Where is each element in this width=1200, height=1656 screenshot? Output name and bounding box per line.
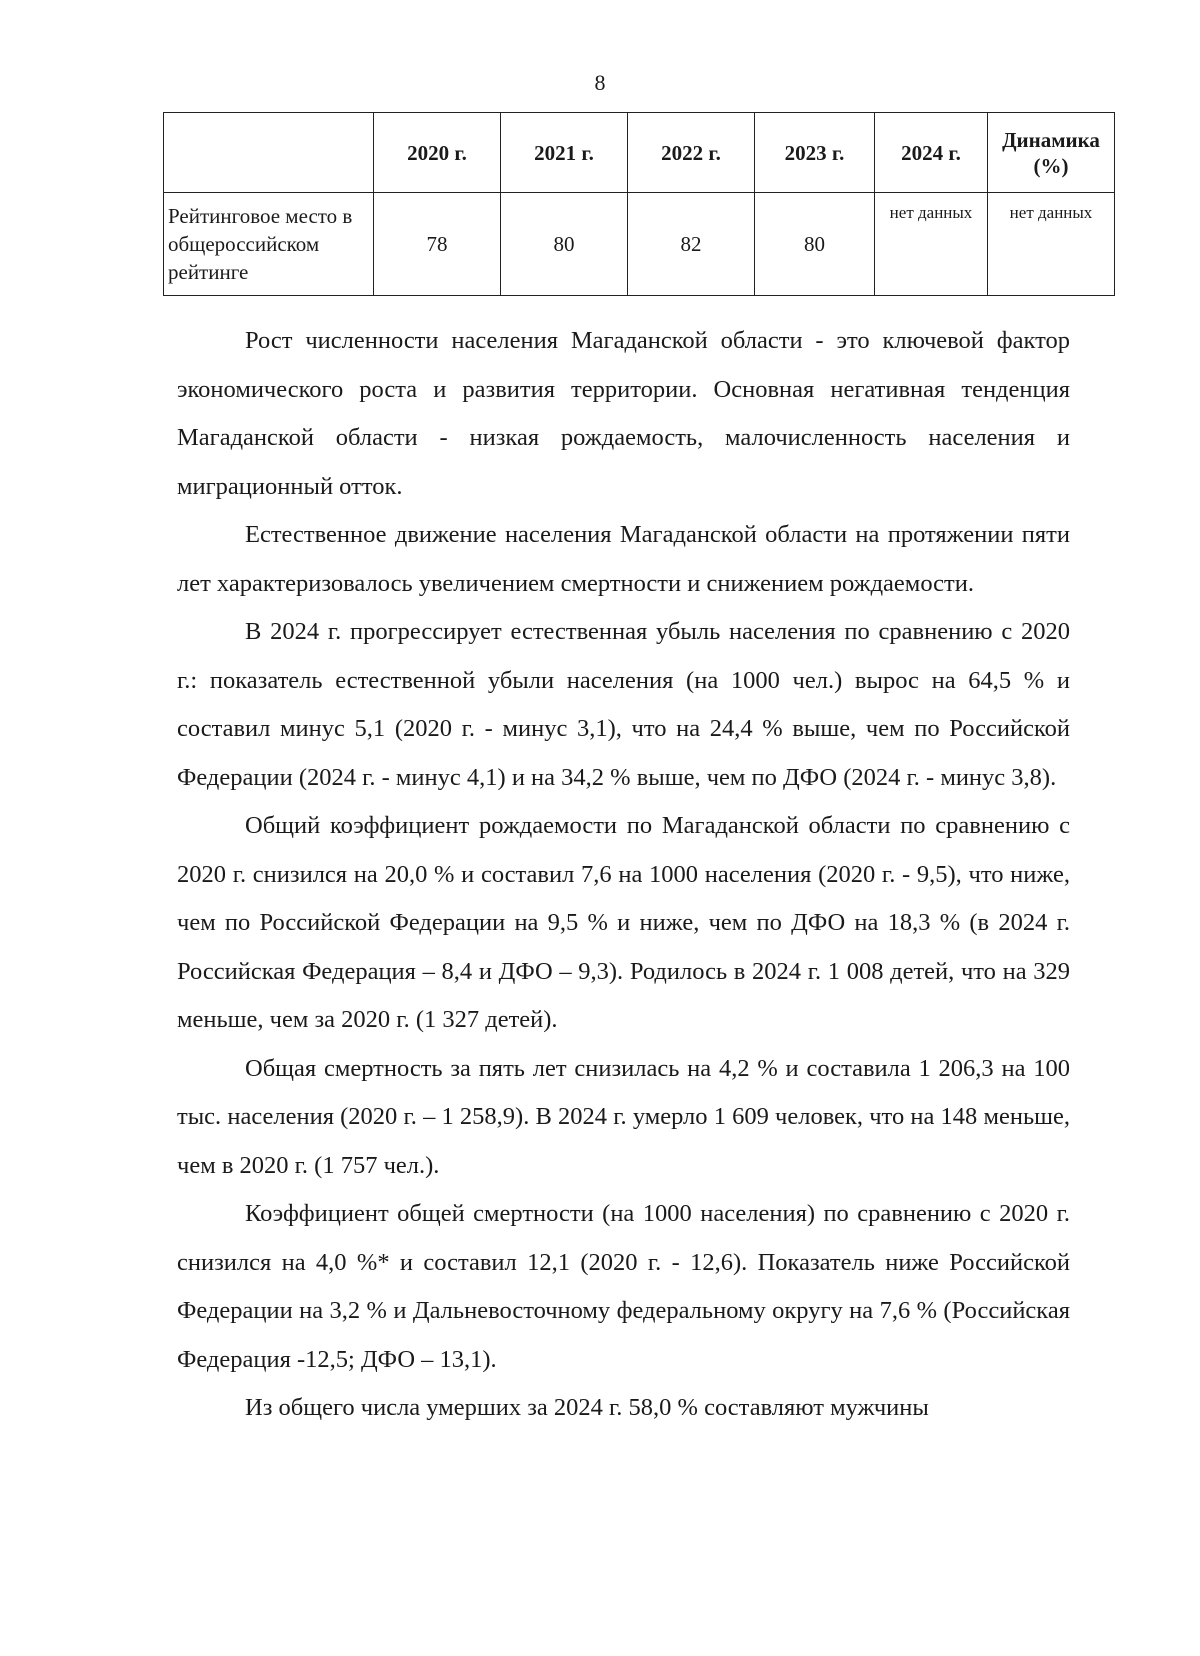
header-cell-2021: 2021 г. bbox=[501, 113, 628, 193]
header-cell-dynamics: Динамика (%) bbox=[988, 113, 1115, 193]
paragraph-birth-rate: Общий коэффициент рождаемости по Магаданской области по сравнению с 2020 г. снизился на 20,0 % и составил 7,6 на 1000 населения (2020 г. - 9,5), что ниже, чем по Российской Федерации на 9,5 % и ниже, чем по ДФО на 18,3 % (в 2024 г. Российская Федерация – 8,4 и ДФО – 9,3). Родилось в 2024 г. 1 008 детей, что на 329 меньше, чем за 2020 г. (1 327 детей). bbox=[177, 812, 1070, 1033]
header-cell-2020: 2020 г. bbox=[374, 113, 501, 193]
row-label: Рейтинговое место в общероссийском рейтинге bbox=[164, 193, 374, 296]
paragraph-mortality: Общая смертность за пять лет снизилась на 4,2 % и составила 1 206,3 на 100 тыс. населения (2020 г. – 1 258,9). В 2024 г. умерло 1 609 человек, что на 148 меньше, чем в 2020 г. (1 757 чел.). bbox=[177, 1054, 1070, 1179]
header-cell-2024: 2024 г. bbox=[875, 113, 988, 193]
table-row bbox=[164, 193, 1115, 296]
rating-table bbox=[163, 112, 1115, 296]
cell-2021: 80 bbox=[501, 193, 628, 296]
page-number: 8 bbox=[594, 70, 606, 95]
cell-dynamics: нет данных bbox=[988, 193, 1115, 296]
table-header-row bbox=[164, 113, 1115, 193]
header-cell-empty bbox=[164, 113, 374, 193]
cell-2022: 82 bbox=[628, 193, 755, 296]
cell-2023: 80 bbox=[755, 193, 875, 296]
cell-2020: 78 bbox=[374, 193, 501, 296]
paragraph-population-growth: Рост численности населения Магаданской области - это ключевой фактор экономического роста и развития территории. Основная негативная тенденция Магаданской области - низкая рождаемость, малочисленность населения и миграционный отток. bbox=[177, 327, 1070, 500]
paragraph-mortality-coefficient: Коэффициент общей смертности (на 1000 населения) по сравнению с 2020 г. снизился на 4,0 %* и составил 12,1 (2020 г. - 12,6). Показатель ниже Российской Федерации на 3,2 % и Дальневосточному федеральному округу на 7,6 % (Российская Федерация -12,5; ДФО – 13,1). bbox=[177, 1200, 1070, 1373]
paragraph-deceased-share: Из общего числа умерших за 2024 г. 58,0 % составляют мужчины bbox=[245, 1394, 929, 1421]
cell-2024: нет данных bbox=[875, 193, 988, 296]
header-cell-2023: 2023 г. bbox=[755, 113, 875, 193]
body-text bbox=[177, 317, 1070, 1433]
paragraph-natural-movement: Естественное движение населения Магаданской области на протяжении пяти лет характеризовалось увеличением смертности и снижением рождаемости. bbox=[177, 521, 1070, 597]
header-cell-2022: 2022 г. bbox=[628, 113, 755, 193]
paragraph-natural-decline: В 2024 г. прогрессирует естественная убыль населения по сравнению с 2020 г.: показатель естественной убыли населения (на 1000 чел.) вырос на 64,5 % и составил минус 5,1 (2020 г. - минус 3,1), что на 24,4 % выше, чем по Российской Федерации (2024 г. - минус 4,1) и на 34,2 % выше, чем по ДФО (2024 г. - минус 3,8). bbox=[177, 618, 1070, 791]
